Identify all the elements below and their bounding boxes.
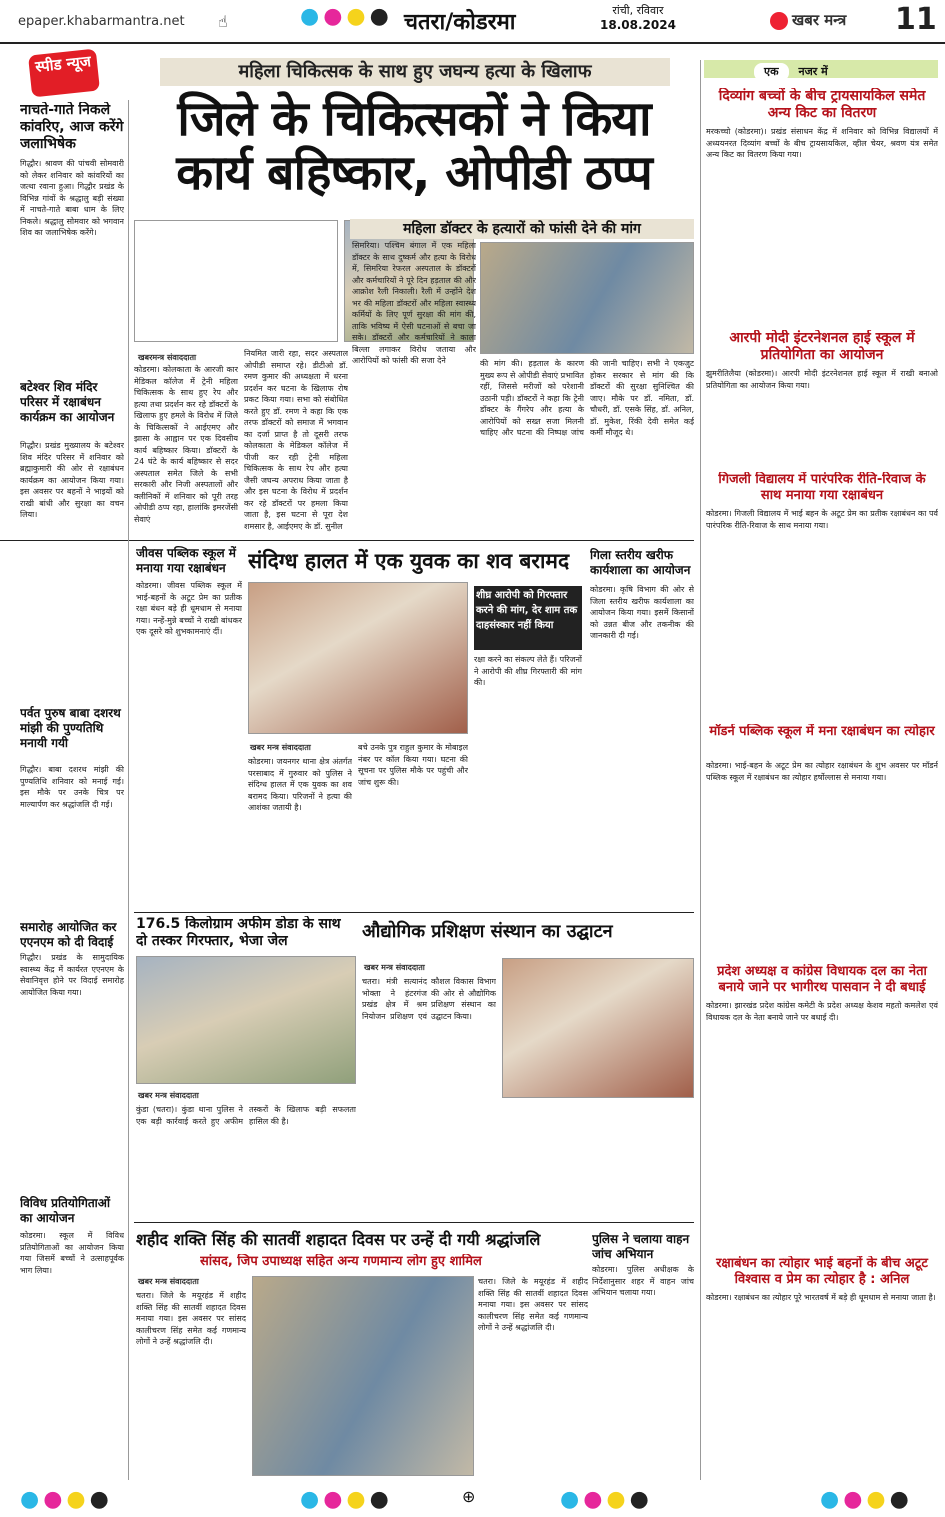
masthead-bar <box>0 0 945 44</box>
nav-title: नजर में <box>798 65 828 78</box>
crosshair-icon: ⊕ <box>462 1487 476 1506</box>
iti-body: चतरा। मंत्री सत्यानंद भोक्ता ने हंटरगंज प्रखंड क्षेत्र में श्रम नियोजन प्रशिक्षण एवं कौशल विकास विभाग की ओर से औद्योगिक प्रशिक्षण संस्थान का उद्घाटन किया। <box>362 977 496 1021</box>
brand-name: खबर मन्त्र <box>792 11 847 29</box>
jeevan-body: कोडरमा। जीवस पब्लिक स्कूल में भाई-बहनों के अटूट प्रेम का प्रतीक रक्षा बंधन बड़े ही धूमधाम से मनाया गया। नन्हें-मुन्ने बच्चों ने राखी बांधकर एक दूसरे को शुभकामनाएं दीं। <box>136 581 242 636</box>
left-story5-headline: विविध प्रतियोगिताओं का आयोजन <box>20 1196 111 1225</box>
jeevan-headline: जीवस पब्लिक स्कूल में मनाया गया रक्षाबंधन <box>136 546 236 575</box>
kisan-body: कोडरमा। कृषि विभाग की ओर से जिला स्तरीय खरीफ कार्यशाला का आयोजन किया गया। इसमें किसानों को उन्नत बीज और तकनीक की जानकारी दी गई। <box>590 585 694 640</box>
brand-logo-icon <box>770 12 788 30</box>
page-number: 11 <box>895 2 937 37</box>
right-story3-headline: गिजली विद्यालय में पारंपरिक रीति-रिवाज के साथ मनाया गया रक्षाबंधन <box>718 472 926 503</box>
lead-photo-1 <box>134 220 338 342</box>
lead-kicker: महिला चिकित्सक के साथ हुए जघन्य हत्या के खिलाफ <box>160 58 670 86</box>
police-headline: पुलिस ने चलाया वाहन जांच अभियान <box>592 1232 690 1261</box>
shahid-subheadline: सांसद, जिप उपाध्यक्ष सहित अन्य गणमान्य लोग हुए शामिल <box>200 1254 482 1269</box>
divider <box>134 1222 694 1223</box>
column-divider <box>700 60 701 1480</box>
police-body: कोडरमा। पुलिस अधीक्षक के निर्देशानुसार शहर में वाहन जांच अभियान चलाया गया। <box>592 1265 694 1297</box>
iti-headline: औद्योगिक प्रशिक्षण संस्थान का उद्घाटन <box>362 921 613 942</box>
lead-subheadline: महिला डॉक्टर के हत्यारों को फांसी देने की मांग <box>350 219 694 239</box>
left-story3-body: गिद्धौर। बाबा दशरथ मांझी की पुण्यतिथि शनिवार को मनाई गई। इस मौके पर उनके चित्र पर माल्यार्पण कर श्रद्धांजलि दी गई। <box>20 765 124 809</box>
divider <box>134 912 694 913</box>
left-story4-body: गिद्धौर। प्रखंड के सामुदायिक स्वास्थ्य केंद्र में कार्यरत एएनएम के सेवानिवृत्त होने पर विदाई समारोह आयोजित किया गया। <box>20 953 124 997</box>
dead-body-side-text: रक्षा करने का संकल्प लेते हैं। परिजनों ने आरोपी की शीघ्र गिरफ्तारी की मांग की। <box>474 655 582 687</box>
right-story1-headline: दिव्यांग बच्चों के बीच ट्रायसायकिल समेत अन्य किट का वितरण <box>718 88 926 121</box>
lead-body-col2: नियमित जारी रहा, सदर अस्पताल ओपीडी समाप्त रहे। डीटीओ डॉ. रमण कुमार की अध्यक्षता में धरना प्रदर्शन कर घटना के खिलाफ रोष प्रकट किया गया। सभा को संबोधित करते हुए डॉ. रमण ने कहा कि एक तरफ डॉक्टरों को समाज में भगवान का दर्जा प्राप्त है तो दूसरी तरफ कोलकाता के मेडिकल कॉलेज में पीजी कर रही ट्रेनी महिला चिकित्सक के साथ रेप और हत्या जैसी जघन्य अपराध किया जाता है और इस घटना के विरोध में प्रदर्शन कर रहे डॉक्टरों पर हमला किया जाता है, इस घटना से पूरा देश शमसार है, आईएमए के डॉ. सुनील <box>244 349 348 531</box>
color-registration-dots: ●●●● <box>820 1487 913 1512</box>
right-story2-headline: आरपी मोदी इंटरनेशनल हाई स्कूल में प्रतियोगिता का आयोजन <box>729 330 915 363</box>
nav-pill: एक <box>754 63 789 81</box>
afim-byline: खबर मन्त्र संवाददाता <box>138 1091 199 1100</box>
color-registration-dots: ●●●● <box>20 1487 113 1512</box>
right-story4-body: कोडरमा। भाई-बहन के अटूट प्रेम का त्योहार रक्षाबंधन के शुभ अवसर पर मॉडर्न पब्लिक स्कूल में रक्षाबंधन का त्योहार हर्षोल्लास से मनाया गया। <box>706 761 938 782</box>
lead-body-col1: कोडरमा। कोलकाता के आरजी कार मेडिकल कॉलेज में ट्रेनी महिला चिकित्सक के साथ हुए रेप और हत्या तथा प्रदर्शन कर रहे डॉक्टरों के खिलाफ हुए हमले के विरोध में जिले के चिकित्सकों ने आईएमए और झासा के आह्वान पर एक दिवसीय कार्य बहिष्कार किया। डॉक्टरों के 24 घंटे के कार्य बहिष्कार से सदर अस्पताल समेत जिले के सभी सरकारी और निजी अस्पतालों और क्लीनिकों में शनिवार को पूरी तरह ओपीडी ठप्प रहा, हालांकि इमरजेंसी सेवाएं <box>134 365 238 524</box>
left-story5-body: कोडरमा। स्कूल में विविध प्रतियोगिताओं का आयोजन किया गया जिसमें बच्चों ने उत्साहपूर्वक भाग लिया। <box>20 1231 124 1275</box>
color-registration-dots: ●●●● <box>300 1487 393 1512</box>
afim-body: कुंडा (चतरा)। कुंडा थाना पुलिस ने एक बड़ी कार्रवाई करते हुए अफीम तस्करों के खिलाफ बड़ी सफलता हासिल की है। <box>136 1105 356 1126</box>
edition-date <box>600 4 676 32</box>
left-story2-headline: बटेश्वर शिव मंदिर परिसर में रक्षाबंधन कार्यक्रम का आयोजन <box>20 380 115 424</box>
left-story1-body: गिद्धौर। श्रावण की पांचवी सोमवारी को लेकर शनिवार को कांवरियों का जत्था रवाना हुआ। गिद्धौर प्रखंड के विभिन्न गांवों के श्रद्धालु बड़ी संख्या में नाचते-गाते बाबा धाम के लिए निकले। श्रद्धालु सोमवार को भगवान शिव का जलाभिषेक करेंगे। <box>20 159 124 237</box>
site-url[interactable]: epaper.khabarmantra.net <box>18 14 185 29</box>
right-story2-body: झुमरीतिलैया (कोडरमा)। आरपी मोदी इंटरनेशनल हाई स्कूल में राखी बनाओ प्रतियोगिता का आयोजन किया गया। <box>706 369 938 390</box>
speed-news-badge: स्पीड न्यूज <box>28 49 100 98</box>
dead-body-sidebar-headline: शीघ्र आरोपी को गिरफ्तार करने की मांग, देर शाम तक दाहसंस्कार नहीं किया <box>474 586 582 650</box>
shahid-body: चतरा। जिले के मयूरहंड में शहीद शक्ति सिंह की सातवीं शहादत दिवस मनाया गया। इस अवसर पर सांसद कालीचरण सिंह समेत कई गणमान्य लोगों ने उन्हें श्रद्धांजलि दी। <box>136 1291 246 1346</box>
shahid-headline: शहीद शक्ति सिंह की सातवीं शहादत दिवस पर उन्हें दी गयी श्रद्धांजलि <box>136 1230 541 1249</box>
color-registration-dots: ●●●● <box>300 4 393 29</box>
dead-body-byline: खबर मन्त्र संवाददाता <box>250 743 311 752</box>
column-divider <box>128 100 129 1480</box>
dead-body-col2: बचे उनके पुत्र राहुल कुमार के मोबाइल नंबर पर कॉल किया गया। घटना की सूचना पर पुलिस मौके पर पहुंची और जांच शुरू की। <box>358 743 468 787</box>
brand-logo <box>770 10 846 30</box>
right-story1-body: मरकच्चो (कोडरमा)। प्रखंड संसाधन केंद्र में शनिवार को विभिन्न विद्यालयों में अध्ययनरत दिव्यांग बच्चों के बीच ट्रायसायकिल, व्हील चेयर, श्रवण यंत्र समेत अन्य किट का वितरण किया गया। <box>706 127 938 159</box>
afim-photo <box>136 956 356 1084</box>
lead-photo-3 <box>480 242 694 354</box>
edition-day: रांची, रविवार <box>612 4 664 17</box>
shahid-photo <box>252 1276 474 1476</box>
dead-body-headline: संदिग्ध हालत में एक युवक का शव बरामद <box>248 549 570 573</box>
shahid-body2: चतरा। जिले के मयूरहंड में शहीद शक्ति सिंह की सातवीं शहादत दिवस मनाया गया। इस अवसर पर सांसद कालीचरण सिंह समेत कई गणमान्य लोगों ने उन्हें श्रद्धांजलि दी। <box>478 1277 588 1332</box>
lead-headline: जिले के चिकित्सकों ने किया कार्य बहिष्कार, ओपीडी ठप्प <box>176 91 652 201</box>
right-story6-headline: रक्षाबंधन का त्योहार भाई बहनों के बीच अटूट विश्वास व प्रेम का त्योहार है : अनिल <box>716 1256 928 1287</box>
lead-body-col4: की मांग की। हड़ताल के कारण मुख्य रूप से ओपीडी सेवाएं प्रभावित रहीं, जिससे मरीजों को परेशानी उठानी पड़ी। डॉक्टरों ने कहा कि ट्रेनी डॉक्टर के गैंगरेप और हत्या के आरोपियों को सख्त सजा मिलनी चाहिए और घटना की निष्पक्ष जांच की जानी चाहिए। सभी ने एकजुट होकर सरकार से मांग की कि डॉक्टरों की सुरक्षा सुनिश्चित की जाए। मौके पर डॉ. नमिता, डॉ. चौधरी, डॉ. एसके सिंह, डॉ. अनिल, डॉ. मुकेश, रिंकी देवी समेत कई कर्मी मौजूद थे। <box>480 359 694 437</box>
iti-byline: खबर मन्त्र संवाददाता <box>364 963 425 972</box>
color-registration-dots: ●●●● <box>560 1487 653 1512</box>
right-story4-headline: मॉडर्न पब्लिक स्कूल में मना रक्षाबंधन का त्योहार <box>709 724 935 739</box>
left-story1-headline: नाचते-गाते निकले कांवरिए, आज करेंगे जलाभिषेक <box>20 102 124 152</box>
ek-nazar-bar <box>704 60 938 78</box>
kisan-headline: गिला स्तरीय खरीफ कार्यशाला का आयोजन <box>590 548 691 577</box>
dead-body-photo <box>248 582 468 734</box>
left-story2-body: गिद्धौर। प्रखंड मुख्यालय के बटेश्वर शिव मंदिर परिसर में शनिवार को ब्रह्माकुमारी की ओर से रक्षाबंधन कार्यक्रम का आयोजन किया गया। इस अवसर पर बहनों ने भाइयों को राखी बांधी और सुरक्षा का वचन लिया। <box>20 441 124 519</box>
right-story3-body: कोडरमा। गिजली विद्यालय में भाई बहन के अटूट प्रेम का प्रतीक रक्षाबंधन का पर्व पारंपरिक रीति-रिवाज के साथ मनाया गया। <box>706 509 938 530</box>
print-registration-footer <box>0 1487 945 1512</box>
pointer-icon: ☝ <box>218 12 228 31</box>
dead-body-col1: कोडरमा। जयनगर थाना क्षेत्र अंतर्गत परसाबाद में गुरुवार को पुलिस ने संदिग्ध हालत में एक युवक का शव बरामद किया। परिजनों ने हत्या की आशंका जतायी है। <box>248 757 352 812</box>
right-story6-body: कोडरमा। रक्षाबंधन का त्योहार पूरे भारतवर्ष में बड़े ही धूमधाम से मनाया जाता है। <box>706 1293 936 1302</box>
left-story3-headline: पर्वत पुरुष बाबा दशरथ मांझी की पुण्यतिथि मनायी गयी <box>20 706 121 750</box>
lead-byline: खबरमन्त्र संवाददाता <box>138 353 197 362</box>
left-story4-headline: समारोह आयोजित कर एएनएम को दी विदाई <box>20 920 117 949</box>
right-story5-body: कोडरमा। झारखंड प्रदेश कांग्रेस कमेटी के प्रदेश अध्यक्ष केशव महतो कमलेश एवं विधायक दल के नेता बनाये जाने पर बधाई दी। <box>706 1001 938 1022</box>
afim-headline: 176.5 किलोग्राम अफीम डोडा के साथ दो तस्कर गिरफ्तार, भेजा जेल <box>136 916 341 949</box>
iti-photo <box>502 958 694 1098</box>
page-section-title: चतरा/कोडरमा <box>404 10 516 35</box>
right-story5-headline: प्रदेश अध्यक्ष व कांग्रेस विधायक दल का नेता बनाये जाने पर भागीरथ पासवान ने दी बधाई <box>717 964 927 995</box>
shahid-byline: खबर मन्त्र संवाददाता <box>138 1277 199 1286</box>
edition-date-value: 18.08.2024 <box>600 18 676 32</box>
lead-body-col3: सिमरिया। पश्चिम बंगाल में एक महिला डॉक्टर के साथ दुष्कर्म और हत्या के विरोध में, सिमरिया रेफरल अस्पताल के डॉक्टरों और कर्मचारियों ने पूरे दिन हड़ताल की और आक्रोश रैली निकाली। रैली में उन्होंने देश भर की महिला डॉक्टरों और महिला स्वास्थ्य कर्मियों के लिए पूर्ण सुरक्षा की मांग की, ताकि भविष्य में ऐसी घटनाओं से बचा जा सके। डॉक्टरों और कर्मचारियों ने काला बिल्ला लगाकर विरोध जताया और आरोपियों को फांसी की सजा देने <box>352 241 476 365</box>
